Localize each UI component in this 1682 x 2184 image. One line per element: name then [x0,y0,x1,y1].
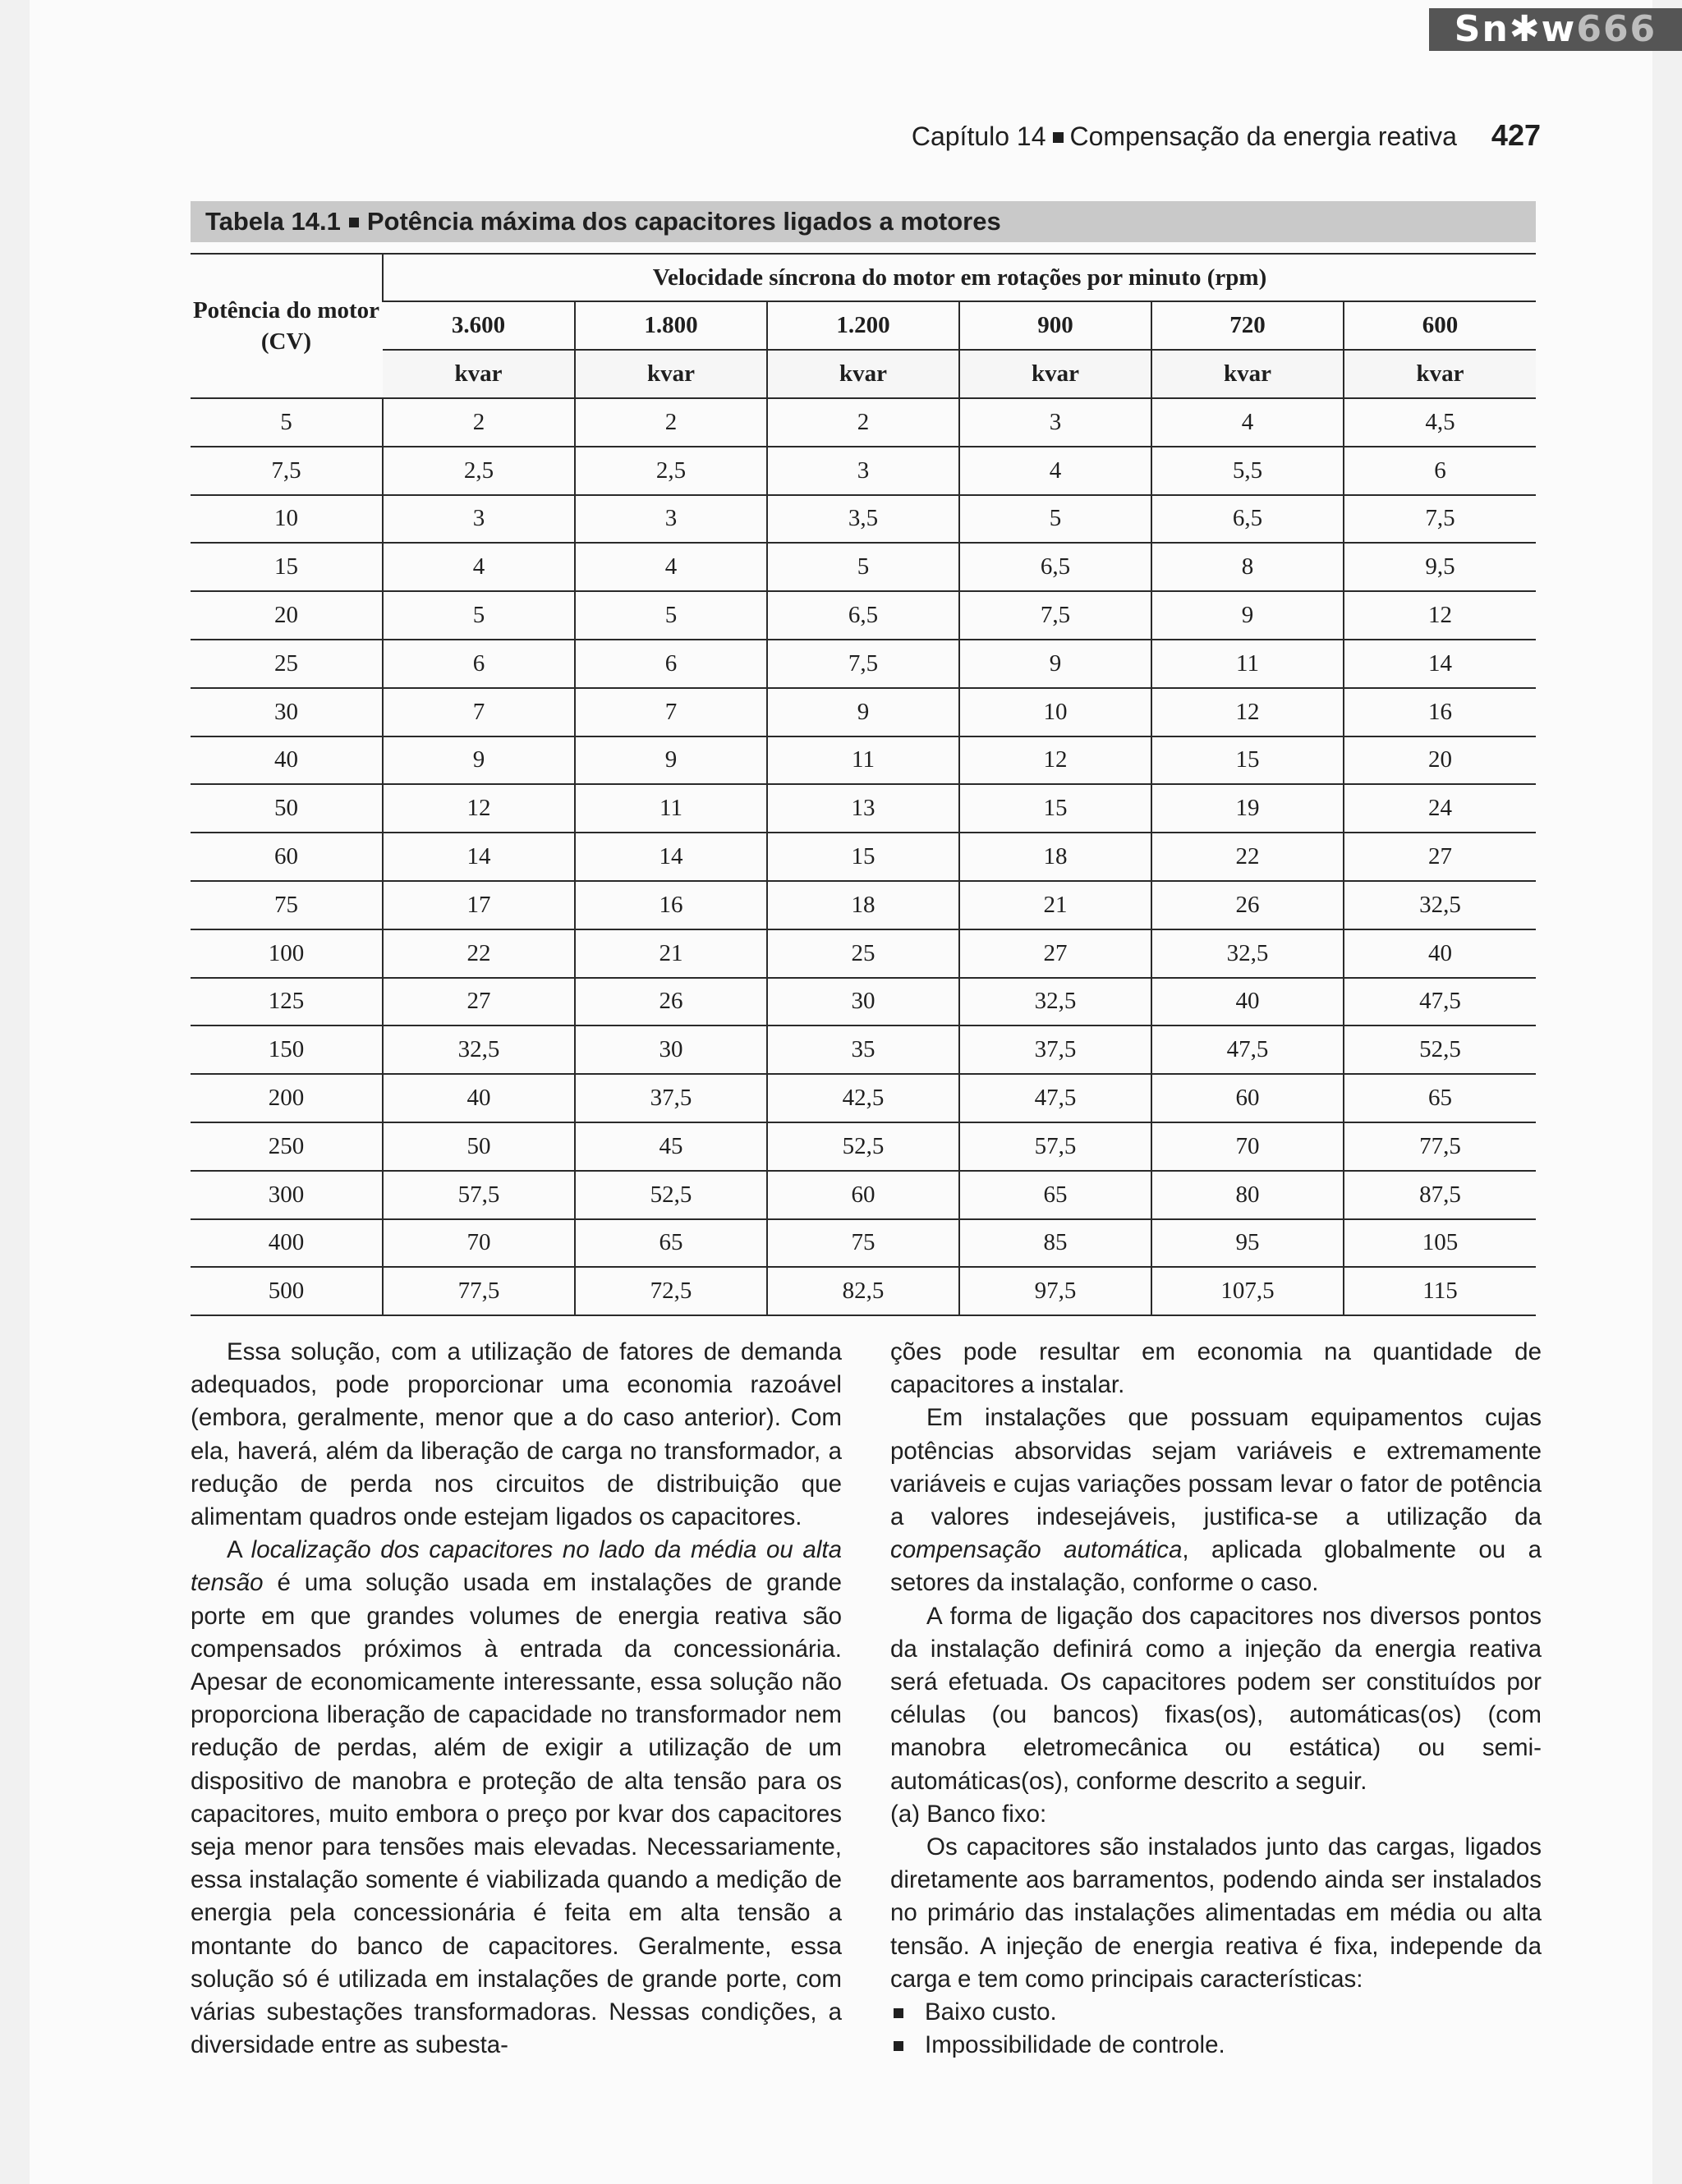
unit-header-cell: kvar [959,350,1151,398]
kvar-cell: 80 [1151,1171,1344,1219]
table-row [191,784,1536,833]
kvar-cell: 5 [575,591,767,640]
table-body [191,398,1536,1315]
kvar-cell: 35 [767,1025,959,1074]
motor-power-cell: 75 [191,881,383,929]
kvar-cell: 15 [1151,736,1344,785]
kvar-cell: 25 [767,929,959,978]
list-item-label: (a) Banco fixo: [890,1800,1047,1828]
kvar-cell: 18 [959,833,1151,881]
motor-power-cell: 300 [191,1171,383,1219]
table-row [191,929,1536,978]
unit-header-cell: kvar [383,350,575,398]
paragraph [191,1534,842,2062]
kvar-cell: 65 [575,1219,767,1268]
speed-header-cell: 720 [1151,301,1344,350]
kvar-cell: 4 [1151,398,1344,447]
kvar-cell: 18 [767,881,959,929]
motor-power-cell: 30 [191,688,383,736]
motor-power-cell: 150 [191,1025,383,1074]
watermark-number: 666 [1576,8,1657,50]
kvar-cell: 4 [575,543,767,591]
kvar-cell: 9 [1151,591,1344,640]
speed-header-cell: 600 [1344,301,1536,350]
kvar-cell: 37,5 [959,1025,1151,1074]
kvar-cell: 21 [575,929,767,978]
capacitor-table [191,253,1536,1316]
kvar-cell: 9 [383,736,575,785]
kvar-cell: 77,5 [383,1267,575,1315]
kvar-cell: 7,5 [767,640,959,688]
kvar-cell: 4 [383,543,575,591]
kvar-cell: 11 [575,784,767,833]
kvar-cell: 70 [383,1219,575,1268]
table-row [191,1171,1536,1219]
kvar-cell: 3 [575,495,767,544]
kvar-cell: 20 [1344,736,1536,785]
kvar-cell: 22 [1151,833,1344,881]
kvar-cell: 7 [575,688,767,736]
kvar-cell: 8 [1151,543,1344,591]
paragraph: Essa solução, com a utilização de fatores de demanda adequados, pode proporcionar uma economia razoável (embora, geralmente, menor que a do caso anterior). Com ela, haverá, além da liberação de carga no transformador, a redução de perda nos circuitos de distribuição que alimentam quadros onde estejam ligados os capacitores. [191,1338,842,1531]
table-row [191,1267,1536,1315]
square-bullet-icon [349,218,359,227]
italic-term: compensação automática [890,1536,1183,1564]
speed-header-row [191,301,1536,350]
kvar-cell: 2 [575,398,767,447]
kvar-cell: 105 [1344,1219,1536,1268]
kvar-cell: 47,5 [959,1074,1151,1122]
kvar-cell: 5,5 [1151,447,1344,495]
kvar-cell: 5 [767,543,959,591]
chapter-label: Capítulo 14 [911,122,1046,151]
kvar-cell: 17 [383,881,575,929]
page-number: 427 [1491,118,1541,152]
motor-power-cell: 400 [191,1219,383,1268]
kvar-cell: 9 [575,736,767,785]
table-row [191,978,1536,1026]
table-row [191,736,1536,785]
paragraph: A forma de ligação dos capacitores nos diversos pontos da instalação definirá como a injeção da energia reativa será efetuada. Os capacitores podem ser constituídos por células (ou bancos) fixas(os), automáticas(os) (com manobra eletromecânica ou estática) ou semi-automáticas(os), conforme descrito a seguir. [890,1602,1542,1795]
table-row [191,688,1536,736]
paragraph: ções pode resultar em economia na quantidade de capacitores a instalar. [890,1338,1542,1399]
kvar-cell: 4,5 [1344,398,1536,447]
bullet-item [890,1996,1542,2029]
kvar-cell: 5 [383,591,575,640]
kvar-cell: 6 [383,640,575,688]
unit-header-cell: kvar [1344,350,1536,398]
table-row [191,1122,1536,1171]
kvar-cell: 13 [767,784,959,833]
kvar-cell: 52,5 [767,1122,959,1171]
kvar-cell: 24 [1344,784,1536,833]
kvar-cell: 7,5 [959,591,1151,640]
table-row [191,833,1536,881]
kvar-cell: 22 [383,929,575,978]
kvar-cell: 40 [1151,978,1344,1026]
kvar-cell: 107,5 [1151,1267,1344,1315]
kvar-cell: 32,5 [959,978,1151,1026]
kvar-cell: 16 [575,881,767,929]
kvar-cell: 82,5 [767,1267,959,1315]
motor-power-cell: 10 [191,495,383,544]
kvar-cell: 47,5 [1344,978,1536,1026]
kvar-cell: 95 [1151,1219,1344,1268]
kvar-cell: 15 [959,784,1151,833]
motor-power-cell: 25 [191,640,383,688]
table-row [191,1074,1536,1122]
motor-power-cell: 7,5 [191,447,383,495]
motor-power-cell: 500 [191,1267,383,1315]
kvar-cell: 32,5 [383,1025,575,1074]
motor-power-cell: 125 [191,978,383,1026]
kvar-cell: 27 [959,929,1151,978]
kvar-cell: 97,5 [959,1267,1151,1315]
kvar-cell: 32,5 [1151,929,1344,978]
kvar-cell: 72,5 [575,1267,767,1315]
paragraph: Os capacitores são instalados junto das cargas, ligados diretamente aos barramentos, podendo ainda ser instalados no primário das instalações alimentadas em média ou alta tensão. A injeção de energia reativa é fixa, independe da carga e tem como principais características: [890,1833,1542,1993]
kvar-cell: 65 [959,1171,1151,1219]
kvar-cell: 14 [1344,640,1536,688]
kvar-cell: 30 [767,978,959,1026]
kvar-cell: 6,5 [767,591,959,640]
kvar-cell: 57,5 [383,1171,575,1219]
kvar-cell: 115 [1344,1267,1536,1315]
kvar-cell: 6,5 [959,543,1151,591]
text-span: é uma solução usada em instalações de grande porte em que grandes volumes de energia reativa são compensados próximos à entrada da concessionária. Apesar de economicamente interessante, essa solução não proporciona liberação de capacidade no transformador nem redução de perdas, além de exigir a utilização de um dispositivo de manobra e proteção de alta tensão para os capacitores, muito embora o preço por kvar dos capacitores seja menor para tensões mais elevadas. Necessariamente, essa instalação somente é viabilizada quando a medição de energia pela concessionária é feita em alta tensão a montante do banco de capacitores. Geralmente, essa solução só é utilizada em instalações de grande porte, com várias subestações transformadoras. Nessas condições, a diversidade entre as subesta- [191,1569,842,2059]
table-row [191,398,1536,447]
watermark-logo [1429,8,1682,51]
bullet-item [890,2029,1542,2062]
kvar-cell: 12 [1344,591,1536,640]
kvar-cell: 75 [767,1219,959,1268]
kvar-cell: 4 [959,447,1151,495]
kvar-cell: 12 [959,736,1151,785]
kvar-cell: 6,5 [1151,495,1344,544]
kvar-cell: 42,5 [767,1074,959,1122]
table-row [191,1025,1536,1074]
left-text-column [191,1336,842,2062]
kvar-cell: 7,5 [1344,495,1536,544]
speed-group-header: Velocidade síncrona do motor em rotações por minuto (rpm) [383,254,1536,301]
kvar-cell: 15 [767,833,959,881]
kvar-cell: 85 [959,1219,1151,1268]
chapter-heading [912,122,1457,152]
table-title [191,201,1536,242]
kvar-cell: 60 [1151,1074,1344,1122]
kvar-cell: 11 [1151,640,1344,688]
kvar-cell: 9,5 [1344,543,1536,591]
kvar-cell: 2,5 [575,447,767,495]
square-bullet-icon [1053,132,1064,143]
kvar-cell: 7 [383,688,575,736]
table-caption: Potência máxima dos capacitores ligados a motores [366,207,1001,236]
motor-power-cell: 50 [191,784,383,833]
kvar-cell: 3 [959,398,1151,447]
motor-power-cell: 20 [191,591,383,640]
motor-power-header: Potência do motor (CV) [191,254,383,398]
kvar-cell: 52,5 [575,1171,767,1219]
kvar-cell: 3,5 [767,495,959,544]
table-row [191,640,1536,688]
paragraph [890,1402,1542,1599]
kvar-cell: 50 [383,1122,575,1171]
kvar-cell: 9 [959,640,1151,688]
kvar-cell: 2 [767,398,959,447]
bullet-text: Impossibilidade de controle. [925,2031,1225,2059]
kvar-cell: 27 [383,978,575,1026]
kvar-cell: 30 [575,1025,767,1074]
kvar-cell: 3 [383,495,575,544]
kvar-cell: 40 [383,1074,575,1122]
speed-header-cell: 3.600 [383,301,575,350]
kvar-cell: 40 [1344,929,1536,978]
square-bullet-icon [894,2008,903,2018]
kvar-cell: 47,5 [1151,1025,1344,1074]
kvar-cell: 57,5 [959,1122,1151,1171]
table-row [191,495,1536,544]
kvar-cell: 11 [767,736,959,785]
unit-header-row [191,350,1536,398]
table-row [191,591,1536,640]
kvar-cell: 19 [1151,784,1344,833]
motor-power-cell: 250 [191,1122,383,1171]
text-span: A [227,1536,251,1564]
kvar-cell: 6 [1344,447,1536,495]
kvar-cell: 2,5 [383,447,575,495]
bullet-text: Baixo custo. [925,1998,1057,2026]
right-text-column [890,1336,1542,2062]
kvar-cell: 6 [575,640,767,688]
motor-power-cell: 100 [191,929,383,978]
kvar-cell: 70 [1151,1122,1344,1171]
running-header [871,118,1541,159]
kvar-cell: 27 [1344,833,1536,881]
unit-header-cell: kvar [1151,350,1344,398]
table-label: Tabela 14.1 [205,207,341,236]
table-row [191,447,1536,495]
text-span: , aplicada globalmente ou a setores da instalação, conforme o caso. [890,1536,1542,1597]
motor-power-cell: 60 [191,833,383,881]
kvar-cell: 32,5 [1344,881,1536,929]
kvar-cell: 37,5 [575,1074,767,1122]
motor-power-cell: 15 [191,543,383,591]
motor-power-cell: 40 [191,736,383,785]
kvar-cell: 65 [1344,1074,1536,1122]
kvar-cell: 60 [767,1171,959,1219]
kvar-cell: 77,5 [1344,1122,1536,1171]
square-bullet-icon [894,2041,903,2051]
kvar-cell: 16 [1344,688,1536,736]
kvar-cell: 14 [575,833,767,881]
unit-header-cell: kvar [575,350,767,398]
kvar-cell: 21 [959,881,1151,929]
table-row [191,881,1536,929]
kvar-cell: 12 [1151,688,1344,736]
kvar-cell: 87,5 [1344,1171,1536,1219]
kvar-cell: 14 [383,833,575,881]
text-span: Em instalações que possuam equipamentos cujas potências absorvidas sejam variáveis e extremamente variáveis e cujas variações possam levar o fator de potência a valores indesejáveis, justifica-se a utilização da [890,1404,1542,1531]
kvar-cell: 26 [1151,881,1344,929]
kvar-cell: 9 [767,688,959,736]
kvar-cell: 10 [959,688,1151,736]
kvar-cell: 52,5 [1344,1025,1536,1074]
kvar-cell: 3 [767,447,959,495]
kvar-cell: 12 [383,784,575,833]
table-row [191,1219,1536,1268]
kvar-cell: 2 [383,398,575,447]
watermark-text: Sn✱w [1454,8,1577,50]
table-row [191,543,1536,591]
unit-header-cell: kvar [767,350,959,398]
chapter-title: Compensação da energia reativa [1069,122,1457,151]
speed-header-cell: 900 [959,301,1151,350]
kvar-cell: 5 [959,495,1151,544]
kvar-cell: 45 [575,1122,767,1171]
speed-header-cell: 1.200 [767,301,959,350]
kvar-cell: 26 [575,978,767,1026]
motor-power-cell: 200 [191,1074,383,1122]
motor-power-cell: 5 [191,398,383,447]
italic-term: localização dos capacitores no lado da média ou alta tensão [191,1536,842,1597]
speed-header-cell: 1.800 [575,301,767,350]
